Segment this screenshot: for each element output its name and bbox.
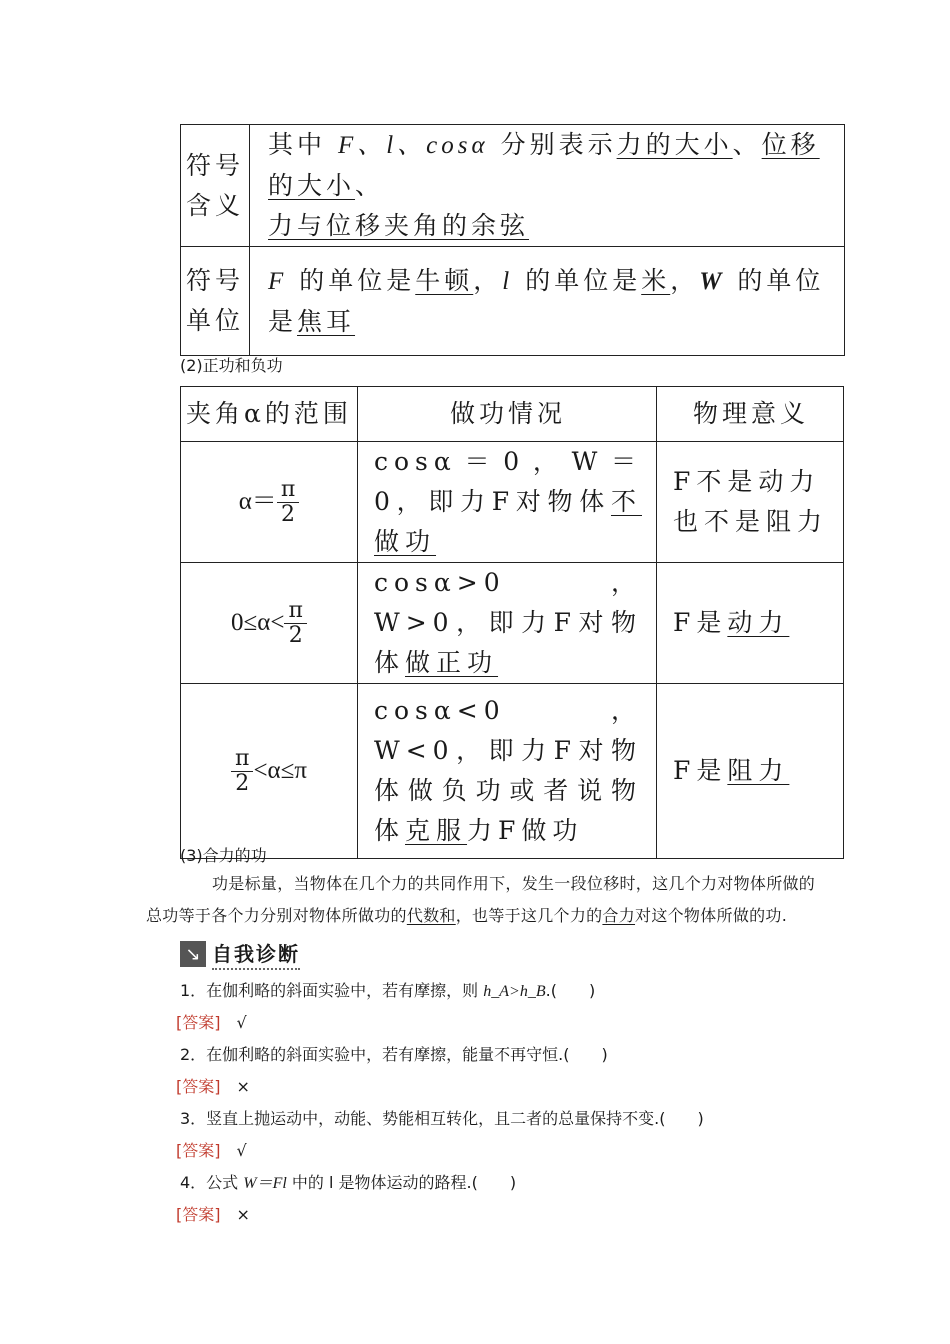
answer-label: [答案] bbox=[176, 1013, 221, 1032]
text: 中的 l 是物体运动的路程.( ) bbox=[286, 1173, 517, 1192]
symbol-text: F bbox=[268, 267, 288, 295]
text: 的单位是 bbox=[299, 265, 416, 295]
text: 4．公式 bbox=[180, 1173, 244, 1192]
text: 功是标量，当物体在几个力的共同作用下，发生一段位移时，这几个力对物体所做的 bbox=[212, 874, 816, 893]
key-text: 符号 bbox=[185, 150, 244, 180]
symbol-text: W bbox=[699, 267, 726, 295]
answer-line bbox=[176, 1138, 247, 1161]
fraction bbox=[231, 747, 253, 796]
table-row bbox=[181, 442, 844, 563]
definition-table bbox=[180, 124, 845, 356]
question-item bbox=[180, 1170, 516, 1193]
row-value bbox=[250, 247, 845, 356]
section-heading bbox=[180, 940, 300, 968]
paragraph-line bbox=[212, 868, 815, 900]
text: 1．在伽利略的斜面实验中，若有摩擦，则 bbox=[180, 981, 484, 1000]
text: 分别表示 bbox=[500, 130, 617, 159]
row-key bbox=[181, 247, 250, 356]
numerator: π bbox=[277, 478, 299, 503]
column-header: 夹角α的范围 bbox=[181, 387, 358, 442]
key-text: 符号 bbox=[185, 266, 244, 295]
work-status bbox=[358, 684, 657, 859]
text: 、 bbox=[355, 171, 385, 200]
math-text: W＝Fl bbox=[243, 1175, 287, 1192]
fraction bbox=[284, 599, 306, 648]
answer-mark: × bbox=[236, 1205, 250, 1224]
underlined-answer: 力与位移夹角的余弦 bbox=[268, 211, 530, 240]
arrow-icon: ↘ bbox=[180, 941, 206, 967]
underlined-answer: 克服 bbox=[405, 816, 468, 845]
denominator: 2 bbox=[281, 501, 296, 527]
answer-label: [答案] bbox=[176, 1077, 221, 1096]
text: F不是动力也不是阻力 bbox=[673, 467, 829, 536]
symbol-text: l bbox=[502, 267, 514, 295]
angle-range bbox=[181, 563, 358, 684]
underlined-answer: 力的大小 bbox=[616, 130, 733, 159]
physical-meaning bbox=[657, 442, 844, 563]
text: cosα<0，W<0，即力F对物体做负功或者说物体 bbox=[374, 696, 642, 845]
underlined-answer: 牛顿 bbox=[415, 265, 474, 295]
symbol-text: F、l、cosα bbox=[337, 132, 489, 159]
math-text: h_A>h_B bbox=[483, 983, 546, 1000]
numerator: π bbox=[284, 599, 306, 624]
answer-mark: × bbox=[236, 1077, 250, 1096]
text: 的单位是 bbox=[268, 265, 825, 336]
column-header: 做功情况 bbox=[358, 387, 657, 442]
section-title: 自我诊断 bbox=[212, 938, 300, 970]
physical-meaning bbox=[657, 563, 844, 684]
work-sign-table bbox=[180, 386, 844, 859]
answer-label: [答案] bbox=[176, 1141, 221, 1160]
range-text: <α≤π bbox=[253, 756, 307, 784]
denominator: 2 bbox=[235, 770, 250, 796]
underlined-answer: 米 bbox=[641, 265, 671, 295]
table-header-row bbox=[181, 387, 844, 442]
text: cosα>0，W>0，即力F对物体 bbox=[374, 568, 642, 677]
key-text: 单位 bbox=[185, 306, 244, 335]
denominator: 2 bbox=[288, 622, 303, 648]
underlined-answer: 阻力 bbox=[727, 756, 790, 785]
underlined-answer: 焦耳 bbox=[297, 306, 356, 336]
range-text: 0≤α< bbox=[231, 608, 285, 636]
answer-mark: √ bbox=[236, 1013, 247, 1032]
text: 2．在伽利略的斜面实验中，若有摩擦，能量不再守恒.( ) bbox=[180, 1045, 608, 1064]
table-row bbox=[181, 563, 844, 684]
row-key bbox=[181, 125, 250, 247]
row-value bbox=[250, 125, 845, 247]
underlined-answer: 动力 bbox=[727, 608, 790, 637]
underlined-answer: 不做功 bbox=[374, 487, 642, 556]
table-row bbox=[181, 247, 845, 356]
physical-meaning bbox=[657, 684, 844, 859]
text: 的单位是 bbox=[525, 265, 642, 295]
text: 对这个物体所做的功. bbox=[635, 906, 788, 925]
text: 总功等于各个力分别对物体所做功的 bbox=[146, 906, 407, 925]
text: .( ) bbox=[545, 981, 596, 1000]
text: 其中 bbox=[268, 130, 327, 159]
section-caption: (2)正功和负功 bbox=[180, 356, 283, 375]
underlined-answer: 代数和 bbox=[406, 906, 456, 925]
text: cosα＝0，W＝0，即力F对物体 bbox=[374, 447, 642, 516]
fraction bbox=[277, 478, 299, 527]
text: ， bbox=[670, 265, 700, 295]
question-item bbox=[180, 1106, 704, 1129]
key-text: 含义 bbox=[185, 190, 244, 220]
text: 、 bbox=[732, 130, 762, 159]
underlined-answer: 合力 bbox=[602, 906, 636, 925]
angle-range bbox=[181, 442, 358, 563]
question-item bbox=[180, 1042, 608, 1065]
table-row bbox=[181, 684, 844, 859]
text: 3．竖直上抛运动中，动能、势能相互转化，且二者的总量保持不变.( ) bbox=[180, 1109, 704, 1128]
paragraph-line bbox=[146, 900, 787, 932]
answer-line bbox=[176, 1010, 247, 1033]
text: 力F做功 bbox=[467, 816, 584, 845]
answer-line bbox=[176, 1202, 250, 1225]
answer-mark: √ bbox=[236, 1141, 247, 1160]
column-header: 物理意义 bbox=[657, 387, 844, 442]
text: ，也等于这几个力的 bbox=[455, 906, 603, 925]
answer-label: [答案] bbox=[176, 1205, 221, 1224]
underlined-answer: 做正功 bbox=[405, 648, 499, 677]
numerator: π bbox=[231, 747, 253, 772]
angle-range bbox=[181, 684, 358, 859]
text: ， bbox=[473, 265, 503, 295]
answer-line bbox=[176, 1074, 250, 1097]
table-row bbox=[181, 125, 845, 247]
text: F是 bbox=[673, 756, 728, 785]
work-status bbox=[358, 563, 657, 684]
section-caption: (3)合力的功 bbox=[180, 846, 267, 865]
work-status bbox=[358, 442, 657, 563]
text: F是 bbox=[673, 608, 728, 637]
underlined-answer: 位移的大小 bbox=[268, 130, 820, 200]
range-text: α＝ bbox=[238, 487, 277, 515]
question-item bbox=[180, 978, 595, 1001]
